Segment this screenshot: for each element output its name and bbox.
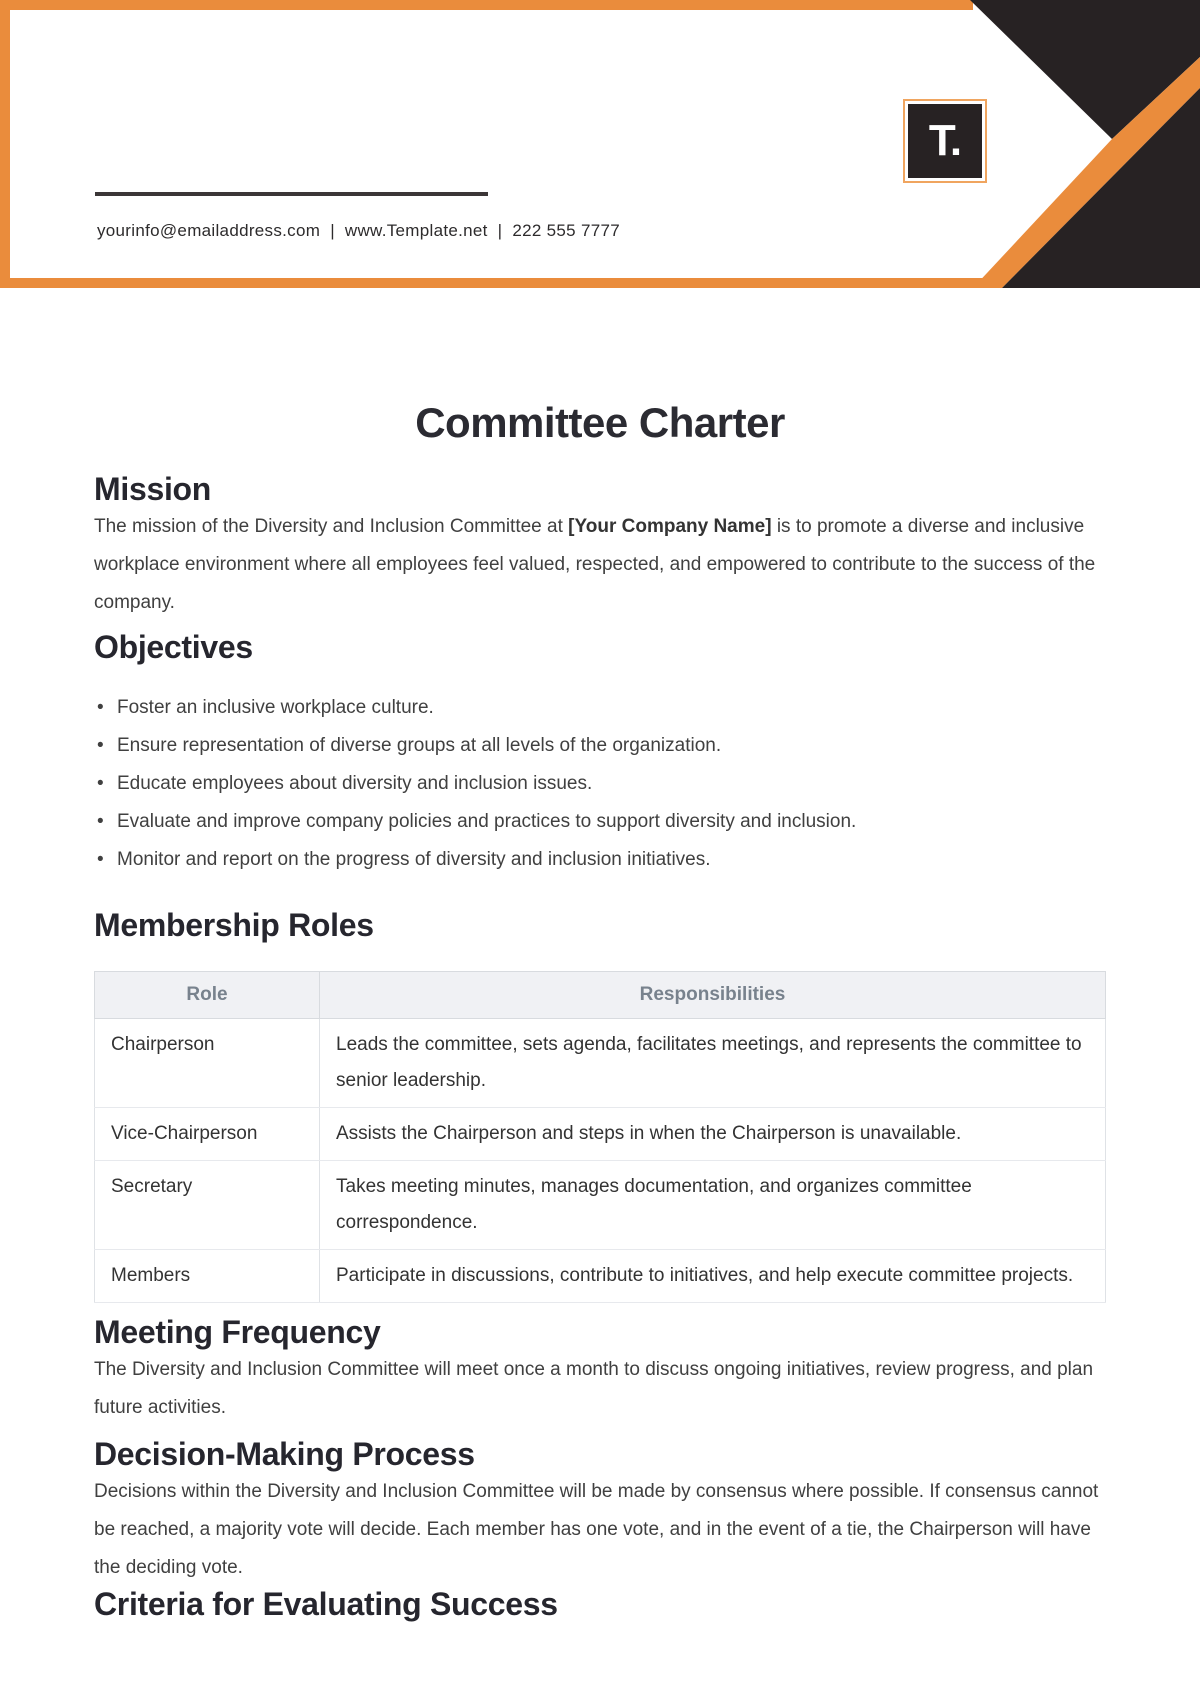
document-body — [0, 398, 1200, 1623]
responsibilities-cell: Participate in discussions, contribute to initiatives, and help execute committee projects. — [320, 1250, 1106, 1303]
mission-paragraph — [94, 508, 1106, 622]
table-header-row — [95, 972, 1106, 1019]
list-item: • Educate employees about diversity and inclusion issues. — [94, 772, 1106, 796]
membership-roles-heading: Membership Roles — [94, 907, 374, 943]
company-logo — [903, 99, 987, 183]
table-row — [95, 1108, 1106, 1161]
table-row — [95, 1250, 1106, 1303]
meeting-frequency-paragraph: The Diversity and Inclusion Committee will meet once a month to discuss ongoing initiatives, review progress, and plan future activities. — [94, 1359, 1094, 1418]
contact-separator: | — [497, 221, 503, 240]
responsibilities-cell: Leads the committee, sets agenda, facilitates meetings, and represents the committee to senior leadership. — [320, 1019, 1106, 1108]
role-cell: Members — [95, 1250, 320, 1303]
logo-letter: T. — [908, 104, 982, 178]
column-header-role: Role — [95, 972, 320, 1019]
list-item: • Monitor and report on the progress of diversity and inclusion initiatives. — [94, 848, 1106, 872]
meeting-frequency-heading: Meeting Frequency — [94, 1314, 381, 1350]
objectives-heading: Objectives — [94, 629, 253, 665]
table-row — [95, 1019, 1106, 1108]
decision-making-paragraph: Decisions within the Diversity and Inclusion Committee will be made by consensus where possible. If consensus cannot be reached, a majority vote will decide. Each member has one vote, and in the event of a tie, the Chairperson will have the deciding vote. — [94, 1481, 1099, 1578]
company-name-placeholder: [Your Company Name] — [568, 516, 772, 537]
objectives-list — [94, 696, 1106, 872]
responsibilities-cell: Takes meeting minutes, manages documentation, and organizes committee correspondence. — [320, 1161, 1106, 1250]
mission-text-after: is to promote a diverse and inclusive workplace environment where all employees feel valued, respected, and empowered to contribute to the success of the company. — [94, 516, 1096, 613]
decision-making-heading: Decision-Making Process — [94, 1436, 475, 1472]
list-item: • Foster an inclusive workplace culture. — [94, 696, 1106, 720]
list-item: • Evaluate and improve company policies and practices to support diversity and inclusion. — [94, 810, 1106, 834]
mission-text-before: The mission of the Diversity and Inclusion Committee at — [94, 516, 569, 537]
table-row — [95, 1161, 1106, 1250]
membership-roles-table — [94, 971, 1106, 1303]
list-item: • Ensure representation of diverse groups at all levels of the organization. — [94, 734, 1106, 758]
contact-phone: 222 555 7777 — [512, 221, 620, 240]
criteria-heading-cutoff: Criteria for Evaluating Success — [94, 1586, 558, 1622]
contact-email: yourinfo@emailaddress.com — [97, 221, 321, 240]
column-header-responsibilities: Responsibilities — [320, 972, 1106, 1019]
letterhead-header — [0, 0, 1200, 288]
contact-info-line — [97, 221, 620, 241]
responsibilities-cell: Assists the Chairperson and steps in when the Chairperson is unavailable. — [320, 1108, 1106, 1161]
document-title: Committee Charter — [415, 399, 785, 446]
role-cell: Vice-Chairperson — [95, 1108, 320, 1161]
header-corner-decoration — [0, 0, 1200, 288]
contact-website: www.Template.net — [344, 221, 488, 240]
mission-heading: Mission — [94, 471, 212, 507]
header-divider-line — [95, 192, 488, 196]
role-cell: Chairperson — [95, 1019, 320, 1108]
contact-separator: | — [330, 221, 335, 240]
role-cell: Secretary — [95, 1161, 320, 1250]
